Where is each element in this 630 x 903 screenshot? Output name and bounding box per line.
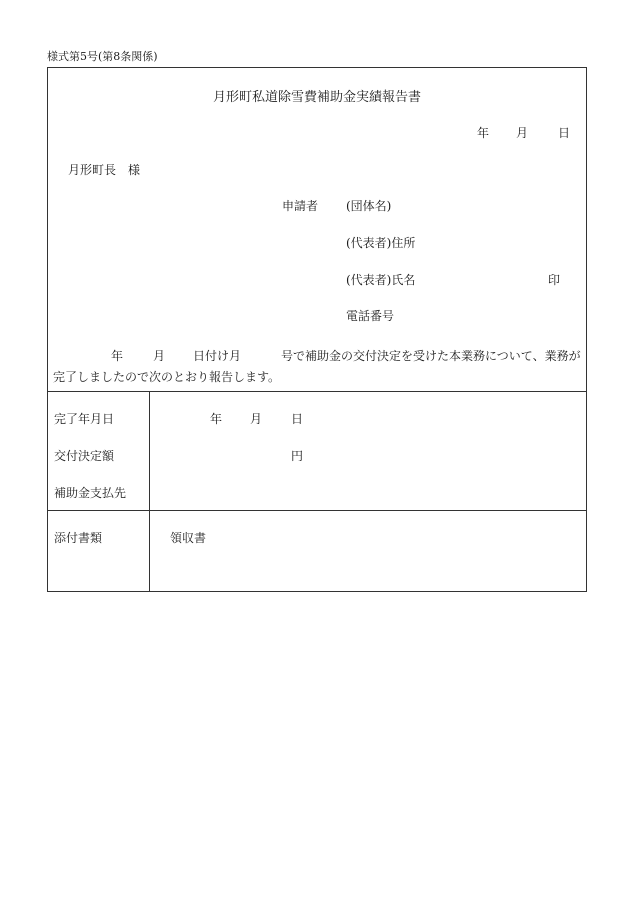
payee-label: 補助金支払先: [54, 486, 127, 500]
seal-mark: 印: [548, 273, 561, 287]
completion-month: 月: [250, 412, 263, 426]
divider-attachments: [48, 510, 586, 511]
grant-amount-yen: 円: [291, 449, 304, 463]
addressee: 月形町長 様: [68, 163, 141, 177]
completion-day: 日: [291, 412, 304, 426]
date-year: 年: [477, 126, 490, 140]
statement-month: 月: [153, 349, 166, 363]
applicant-org-name: (団体名): [346, 199, 392, 213]
form-title: 月形町私道除雪費補助金実績報告書: [212, 90, 421, 105]
applicant-phone: 電話番号: [346, 309, 395, 323]
date-month: 月: [516, 126, 529, 140]
attachments-label: 添付書類: [54, 531, 103, 545]
applicant-name: (代表者)氏名: [346, 273, 416, 287]
statement-year: 年: [111, 349, 124, 363]
applicant-address: (代表者)住所: [346, 236, 416, 250]
applicant-label: 申請者: [282, 199, 319, 213]
grant-amount-label: 交付決定額: [54, 449, 115, 463]
completion-year: 年: [210, 412, 223, 426]
table-column-divider: [149, 391, 150, 591]
date-day: 日: [558, 126, 571, 140]
report-statement: [53, 346, 585, 388]
statement-number: 号で補助金の交付決定を受けた本業務について、業務が完了しましたので次のとおり報告します。: [53, 349, 581, 384]
completion-date-label: 完了年月日: [54, 412, 115, 426]
attachments-value: 領収書: [170, 531, 207, 545]
statement-dated: 日付け月: [193, 349, 242, 363]
report-form-box: [47, 67, 587, 592]
divider-statement: [48, 391, 586, 392]
form-number: 様式第5号(第8条関係): [47, 50, 158, 63]
